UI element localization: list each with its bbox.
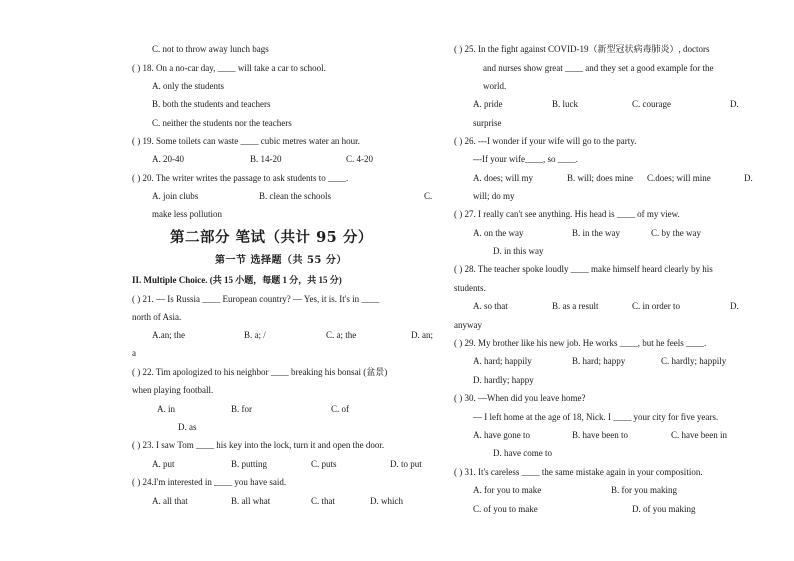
q22-stem: ( ) 22. Tim apologized to his neighbor ____ breaking his bonsai (盆景) (132, 367, 388, 377)
q28-option-d: D. (730, 301, 739, 311)
q30-stem-cont: — I left home at the age of 18, Nick. I ____ your city for five years. (473, 412, 719, 422)
q29-stem: ( ) 29. My brother like his new job. He works ____, but he feels ____. (454, 338, 707, 348)
q25-option-c: C. courage (632, 99, 671, 109)
q21-option-c: C. a; the (326, 330, 357, 340)
q20-option-c-label: C. (424, 191, 433, 201)
q24-stem: ( ) 24.I'm interested in ____ you have said. (132, 477, 287, 487)
q23-option-d: D. to put (390, 459, 422, 469)
q31-option-c: C. of you to make (473, 504, 538, 514)
q25-option-d: D. (730, 99, 739, 109)
q20-option-c-text: make less pollution (152, 209, 222, 219)
q25-stem-cont: and nurses show great ____ and they set a good example for the (483, 63, 714, 73)
q26-option-c: C.does; will mine (647, 173, 711, 183)
q29-option-c: C. hardly; happily (661, 356, 727, 366)
q29-option-a: A. hard; happily (473, 356, 532, 366)
q18-option-c: C. neither the students nor the teachers (152, 118, 292, 128)
right-column (445, 0, 794, 561)
q25-stem: ( ) 25. In the fight against COVID-19（新型冠状病毒肺炎）, doctors (454, 44, 710, 54)
q24-option-b: B. all what (231, 496, 271, 506)
q30-option-a: A. have gone to (473, 430, 530, 440)
q26-option-d: D. (744, 173, 753, 183)
q27-option-c: C. by the way (651, 228, 701, 238)
q28-option-b: B. as a result (552, 301, 599, 311)
q22-stem-cont: when playing football. (132, 385, 214, 395)
q21-option-d: D. an; (411, 330, 433, 340)
q26-option-b: B. will; does mine (567, 173, 633, 183)
q31-option-b: B. for you making (611, 485, 677, 495)
q19-option-a: A. 20-40 (152, 154, 184, 164)
q28-option-c: C. in order to (632, 301, 680, 311)
q31-stem: ( ) 31. It's careless ____ the same mistake again in your composition. (454, 467, 703, 477)
q27-stem: ( ) 27. I really can't see anything. His head is ____ of my view. (454, 209, 680, 219)
q21-option-d-cont: a (132, 348, 136, 358)
q29-option-b: B. hard; happy (572, 356, 626, 366)
section-ii-title: II. Multiple Choice. (共 15 小题，每题 1 分，共 15 分) (132, 275, 342, 285)
q26-option-a: A. does; will my (473, 173, 533, 183)
q28-option-a: A. so that (473, 301, 508, 311)
q20-option-b: B. clean the schools (259, 191, 331, 201)
q18-option-a: A. only the students (152, 81, 224, 91)
q25-option-d-cont: surprise (473, 118, 502, 128)
q17-option-c: C. not to throw away lunch bags (152, 44, 269, 54)
q30-option-b: B. have been to (572, 430, 628, 440)
q25-option-b: B. luck (552, 99, 578, 109)
q30-option-c: C. have been in (671, 430, 727, 440)
q21-option-a: A.an; the (152, 330, 185, 340)
q21-option-b: B. a; / (244, 330, 266, 340)
part-two-title: 第二部分 笔试（共计 95 分） (170, 229, 373, 246)
q18-stem: ( ) 18. On a no-car day, ____ will take a car to school. (132, 63, 326, 73)
q19-stem: ( ) 19. Some toilets can waste ____ cubic metres water an hour. (132, 136, 360, 146)
q26-stem-cont: ---If your wife____, so ____. (473, 154, 578, 164)
q30-option-d: D. have come to (493, 448, 552, 458)
q23-option-c: C. puts (311, 459, 337, 469)
q27-option-b: B. in the way (572, 228, 620, 238)
q31-option-a: A. for you to make (473, 485, 542, 495)
q28-stem-cont: students. (454, 283, 486, 293)
q27-option-a: A. on the way (473, 228, 524, 238)
q23-option-b: B. putting (231, 459, 268, 469)
q26-stem: ( ) 26. ---I wonder if your wife will go to the party. (454, 136, 637, 146)
q22-option-a: A. in (157, 404, 175, 414)
q28-stem: ( ) 28. The teacher spoke loudly ____ make himself heard clearly by his (454, 264, 713, 274)
q30-stem: ( ) 30. —When did you leave home? (454, 393, 586, 403)
q19-option-c: C. 4-20 (346, 154, 373, 164)
q24-option-a: A. all that (152, 496, 188, 506)
q28-option-d-cont: anyway (454, 320, 482, 330)
q23-stem: ( ) 23. I saw Tom ____ his key into the lock, turn it and open the door. (132, 440, 385, 450)
q20-stem: ( ) 20. The writer writes the passage to ask students to ____. (132, 173, 349, 183)
q26-option-d-cont: will; do my (473, 191, 515, 201)
q25-stem-cont2: world. (483, 81, 507, 91)
q29-option-d: D. hardly; happy (473, 375, 534, 385)
q31-option-d: D. of you making (632, 504, 696, 514)
q20-option-a: A. join clubs (152, 191, 199, 201)
q22-option-d: D. as (178, 422, 197, 432)
q21-stem-cont: north of Asia. (132, 312, 182, 322)
q27-option-d: D. in this way (493, 246, 544, 256)
section-one-title: 第一节 选择题（共 55 分） (215, 255, 347, 266)
q23-option-a: A. put (152, 459, 175, 469)
q24-option-d: D. which (370, 496, 403, 506)
q22-option-c: C. of (331, 404, 349, 414)
q19-option-b: B. 14-20 (250, 154, 282, 164)
q18-option-b: B. both the students and teachers (152, 99, 271, 109)
q25-option-a: A. pride (473, 99, 503, 109)
q21-stem: ( ) 21. — Is Russia ____ European country? — Yes, it is. It's in ____ (132, 294, 380, 304)
q22-option-b: B. for (231, 404, 252, 414)
q24-option-c: C. that (311, 496, 335, 506)
